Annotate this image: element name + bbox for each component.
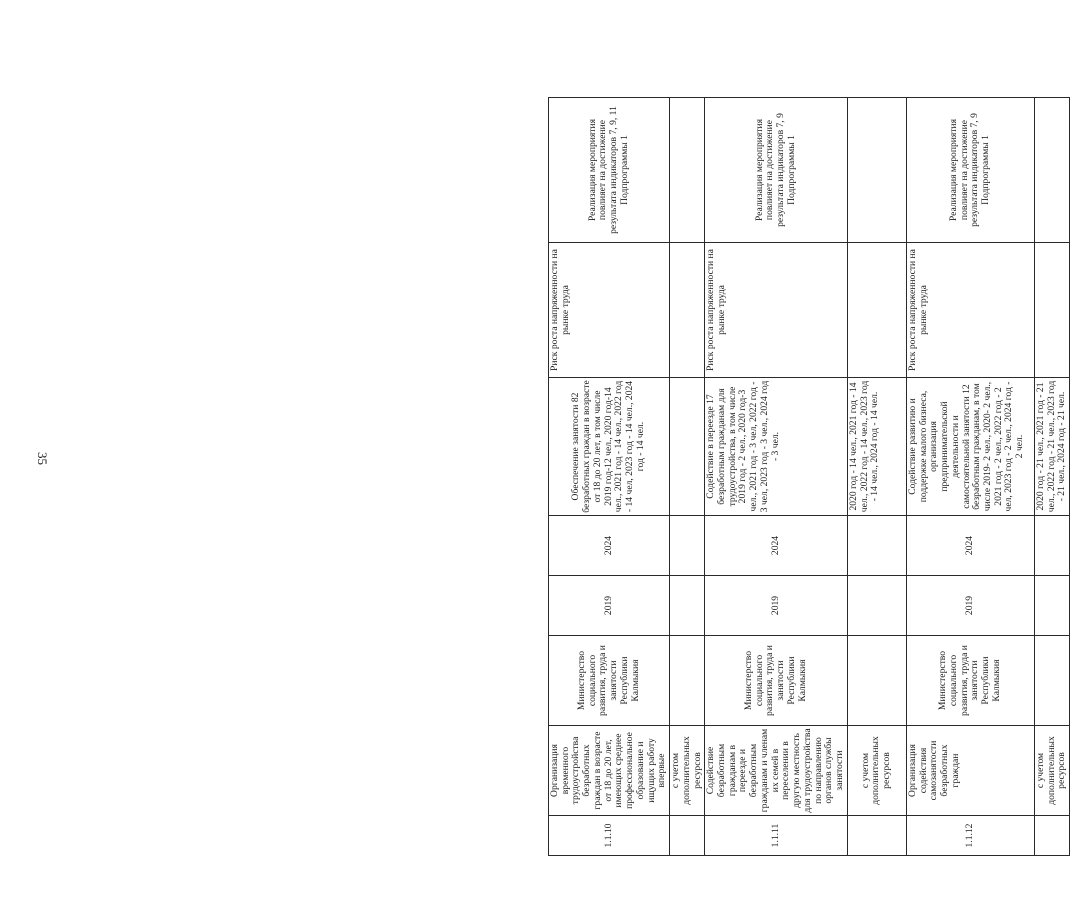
indicator-link: Реализация мероприятия повлияет на достижение результата индикаторов 7, 9 Подпрограммы 1	[705, 98, 848, 243]
indicator-link: Реализация мероприятия повлияет на достижение результата индикаторов 7, 9, 11 Подпрограммы 1	[549, 98, 670, 243]
expected-result: Обеспечение занятости 82 безработных граждан в возрасте от 18 до 20 лет, в том числе 2019 год-12 чел., 2020 год-14 чел., 2021 год - 14 чел., 2022 год - 14 чел, 2023 год - 14 чел., 2024 год - 14 чел.	[549, 378, 670, 516]
expected-result: Содействие в переезде 17 безработным гражданам для трудоустройства, в том числе 2019 год - 2 чел., 2020 год-3 чел., 2021 год - 3 чел, 2022 год - 3 чел, 2023 год - 3 чел., 2024 год - 3 чел.	[705, 378, 848, 516]
start-year: 2019	[906, 576, 1034, 636]
responsible-executor: Министерство социального развития, труда и занятости Республики Калмыкия	[705, 636, 848, 726]
risk-description: Риск роста напряженности на рынке труда	[549, 243, 670, 378]
measure-name: Содействие безработным гражданам в переезде и безработным гражданам и членам их семей в переселении в другую местность для трудоустройства по направлению органов службы занятости	[705, 726, 848, 816]
page-number: 35	[35, 452, 50, 465]
table-row	[549, 98, 670, 856]
start-year: 2019	[549, 576, 670, 636]
end-year: 2024	[705, 516, 848, 576]
additional-resources-label: с учетом дополнительных ресурсов	[847, 726, 906, 816]
responsible-executor: Министерство социального развития, труда и занятости Республики Калмыкия	[549, 636, 670, 726]
risk-description: Риск роста напряженности на рынке труда	[705, 243, 848, 378]
measure-name: Организация содействия самозанятости безработных граждан	[906, 726, 1034, 816]
start-year: 2019	[705, 576, 848, 636]
expected-result: 2020 год - 14 чел., 2021 год - 14 чел., 2022 год - 14 чел., 2023 год - 14 чел., 2024 год - 14 чел.	[847, 378, 906, 516]
measure-number: 1.1.10	[549, 816, 670, 856]
expected-result: 2020 год - 21 чел., 2021 год - 21 чел., 2022 год - 21 чел., 2023 год - 21 чел., 2024 год - 21 чел.	[1034, 378, 1069, 516]
indicator-link: Реализация мероприятия повлияет на достижение результата индикаторов 7, 9 Подпрограммы 1	[906, 98, 1034, 243]
table-row	[670, 98, 705, 856]
measures-table-container	[548, 98, 1068, 856]
measure-name: Организация временного трудоустройства безработных граждан в возрасте от 18 до 20 лет, имеющих среднее профессиональное образование и ищущих работу впервые	[549, 726, 670, 816]
measures-table	[548, 97, 1070, 856]
expected-result: Содействие развитию и поддержке малого бизнеса, организация предпринимательской деятельности и самостоятельной занятости 12 безработным гражданам, в том числе 2019- 2 чел., 2020- 2 чел., 2021 год - 2 чел., 2022 год - 2 чел, 2023 год - 2 чел., 2024 год - 2 чел.	[906, 378, 1034, 516]
additional-resources-label: с учетом дополнительных ресурсов	[670, 726, 705, 816]
responsible-executor: Министерство социального развития, труда и занятости Республики Калмыкия	[906, 636, 1034, 726]
table-row	[847, 98, 906, 856]
end-year: 2024	[549, 516, 670, 576]
table-row	[705, 98, 848, 856]
measure-number: 1.1.11	[705, 816, 848, 856]
table-row	[906, 98, 1034, 856]
risk-description: Риск роста напряженности на рынке труда	[906, 243, 1034, 378]
measure-number: 1.1.12	[906, 816, 1034, 856]
additional-resources-label: с учетом дополнительных ресурсов	[1034, 726, 1069, 816]
end-year: 2024	[906, 516, 1034, 576]
table-row	[1034, 98, 1069, 856]
